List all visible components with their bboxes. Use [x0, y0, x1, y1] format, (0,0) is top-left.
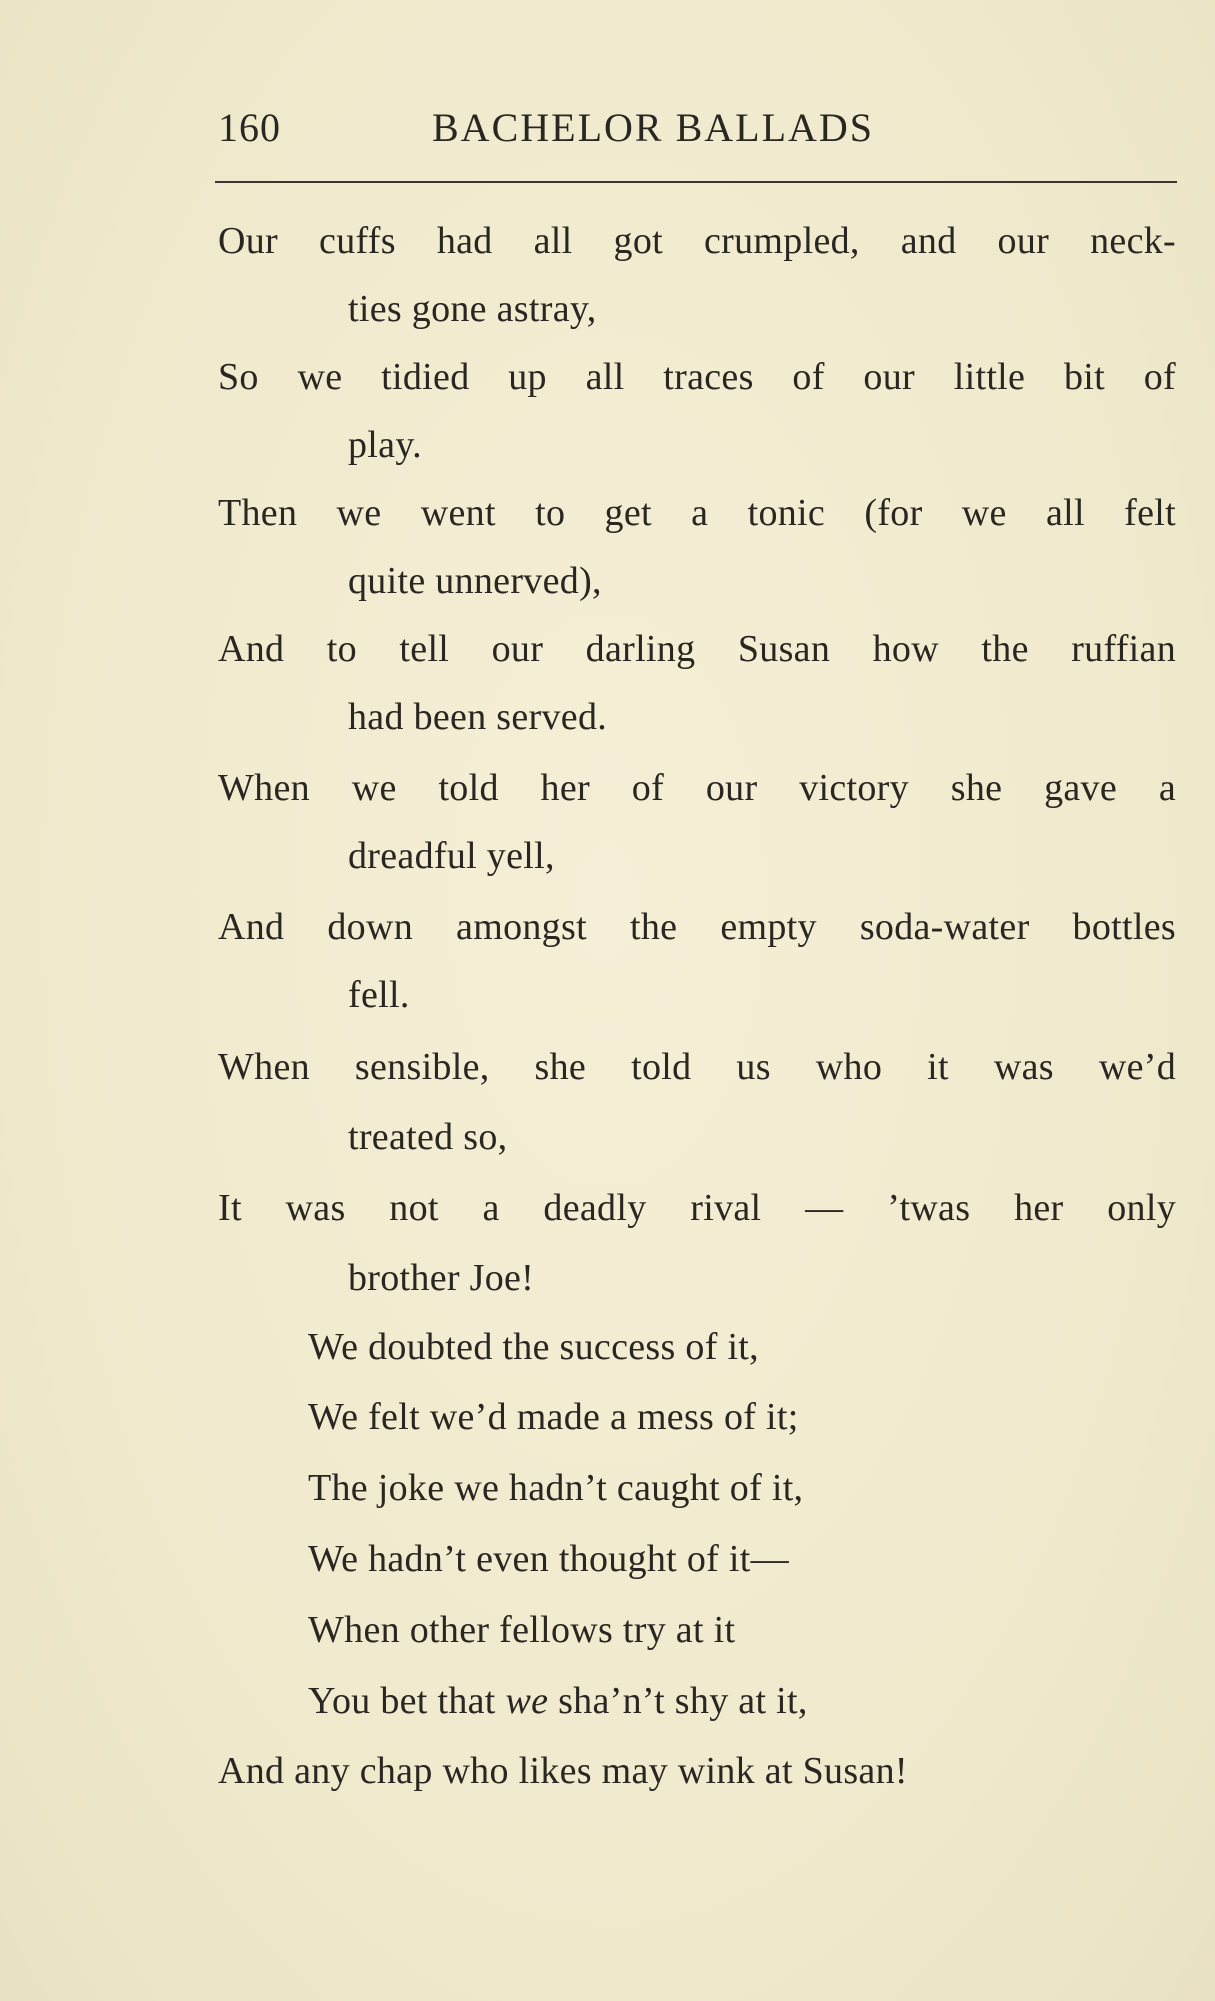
verse-line: ties gone astray, — [348, 288, 597, 330]
chorus-line: We felt we’d made a mess of it; — [308, 1396, 799, 1438]
verse-line: And down amongst the empty soda-water bottles — [218, 906, 1176, 948]
page-number: 160 — [218, 105, 281, 150]
verse-line: Our cuffs had all got crumpled, and our neck- — [218, 220, 1176, 262]
chorus-text-after: sha’n’t shy at it, — [548, 1680, 808, 1722]
page-header — [218, 104, 1176, 154]
verse-line: It was not a deadly rival — ’twas her only — [218, 1187, 1176, 1229]
verse-line: brother Joe! — [348, 1257, 535, 1299]
chorus-line: We doubted the success of it, — [308, 1326, 759, 1368]
verse-line: had been served. — [348, 696, 608, 738]
verse-line: dreadful yell, — [348, 835, 555, 877]
verse-line: When sensible, she told us who it was we’d — [218, 1046, 1176, 1088]
verse-line: play. — [348, 424, 422, 466]
verse-line: fell. — [348, 974, 410, 1016]
chorus-line-emphasis — [308, 1678, 808, 1724]
emphasized-word: we — [505, 1680, 549, 1722]
verse-line: So we tidied up all traces of our little bit of — [218, 356, 1176, 398]
verse-line: treated so, — [348, 1116, 508, 1158]
running-head: BACHELOR BALLADS — [432, 105, 875, 150]
header-rule — [215, 181, 1177, 183]
verse-line: And to tell our darling Susan how the ruffian — [218, 628, 1176, 670]
verse-line: When we told her of our victory she gave a — [218, 767, 1176, 809]
verse-line: Then we went to get a tonic (for we all felt — [218, 492, 1176, 534]
chorus-text-before: You bet that — [308, 1680, 506, 1722]
chorus-line: The joke we hadn’t caught of it, — [308, 1467, 804, 1509]
chorus-line: When other fellows try at it — [308, 1609, 736, 1651]
chorus-line: We hadn’t even thought of it— — [308, 1538, 789, 1580]
verse-line: quite unnerved), — [348, 560, 602, 602]
final-line: And any chap who likes may wink at Susan! — [218, 1750, 908, 1792]
